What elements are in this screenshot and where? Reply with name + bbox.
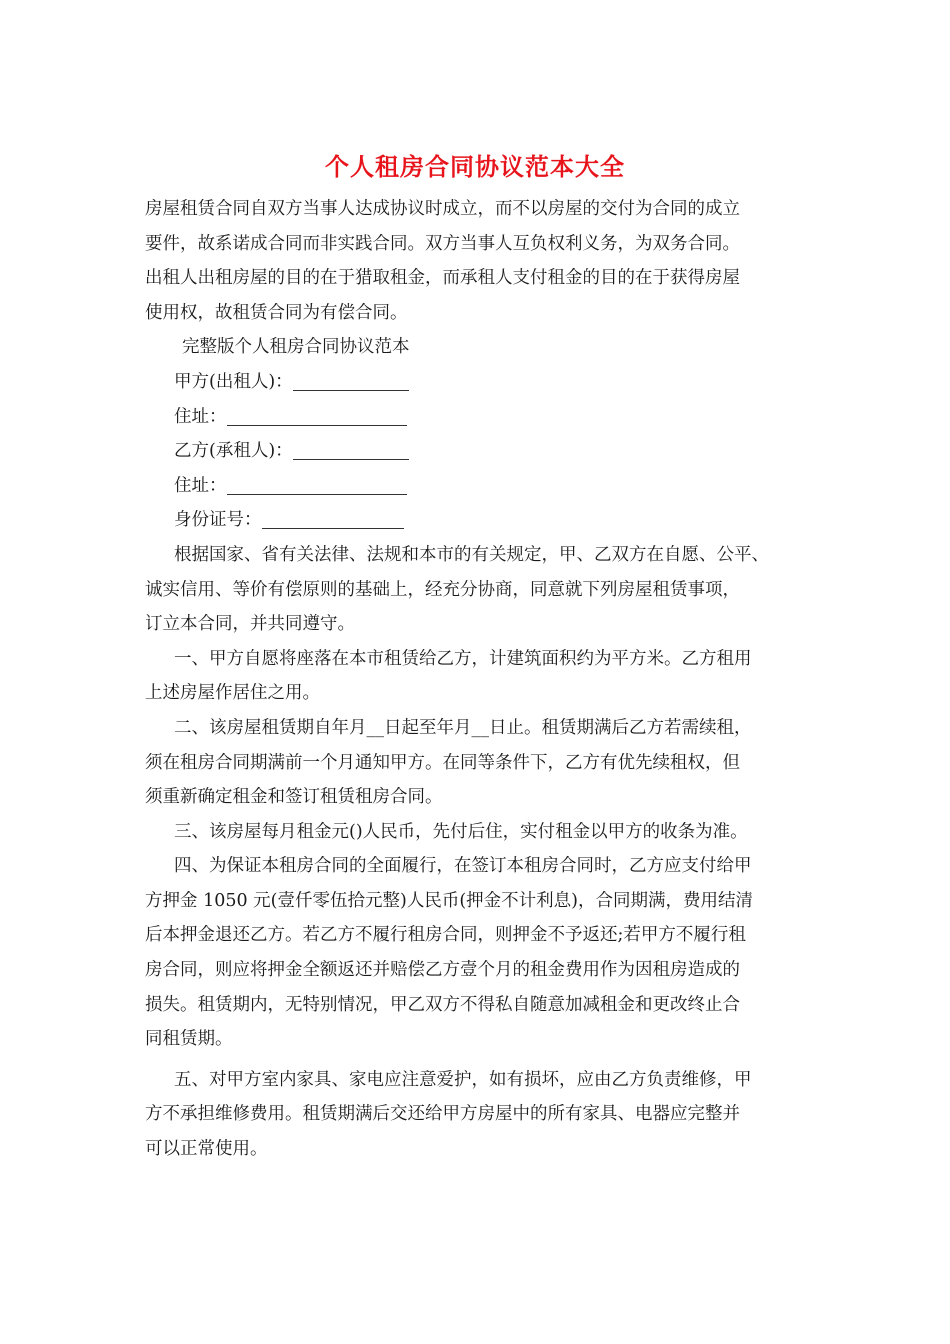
address-b-label: 住址： xyxy=(174,475,227,496)
clause-4-line: 同租赁期。 xyxy=(145,1029,233,1050)
party-a-row xyxy=(145,365,825,400)
id-blank xyxy=(262,510,404,529)
party-b-label: 乙方(承租人)： xyxy=(174,441,293,462)
clause-4-line: 房合同，则应将押金全额返还并赔偿乙方壹个月的租金费用作为因租房造成的 xyxy=(145,960,740,981)
id-row xyxy=(145,503,825,538)
clause-4-line: 后本押金退还乙方。若乙方不履行租房合同，则押金不予返还;若甲方不履行租 xyxy=(145,925,746,946)
party-b-blank xyxy=(293,441,409,460)
document-body xyxy=(145,192,825,1167)
clause-1-line: 一、甲方自愿将座落在本市租赁给乙方，计建筑面积约为平方米。乙方租用 xyxy=(174,648,752,669)
clause-5-line: 五、对甲方室内家具、家电应注意爱护，如有损坏，应由乙方负责维修，甲 xyxy=(174,1069,752,1090)
clause-4-line: 损失。租赁期内，无特别情况，甲乙双方不得私自随意加减租金和更改终止合 xyxy=(145,994,740,1015)
document-title: 个人租房合同协议范本大全 xyxy=(325,152,625,181)
clause-2-line: 须重新确定租金和签订租赁租房合同。 xyxy=(145,787,443,808)
address-a-row xyxy=(145,400,825,435)
preamble-line: 订立本合同，并共同遵守。 xyxy=(145,614,355,635)
preamble-line: 根据国家、省有关法律、法规和本市的有关规定，甲、乙双方在自愿、公平、 xyxy=(174,544,769,565)
address-a-label: 住址： xyxy=(174,406,227,427)
intro-line: 要件，故系诺成合同而非实践合同。双方当事人互负权利义务，为双务合同。 xyxy=(145,233,740,254)
party-a-label: 甲方(出租人)： xyxy=(174,371,293,392)
intro-line: 使用权，故租赁合同为有偿合同。 xyxy=(145,302,408,323)
address-a-blank xyxy=(227,407,407,426)
preamble-line: 诚实信用、等价有偿原则的基础上，经充分协商，同意就下列房屋租赁事项， xyxy=(145,579,740,600)
clause-4-line: 四、为保证本租房合同的全面履行，在签订本租房合同时，乙方应支付给甲 xyxy=(174,856,752,877)
intro-line: 房屋租赁合同自双方当事人达成协议时成立，而不以房屋的交付为合同的成立 xyxy=(145,199,740,219)
clause-4-line: 方押金 1050 元(壹仟零伍拾元整)人民币(押金不计利息)，合同期满，费用结清 xyxy=(145,890,753,911)
clause-2-line: 须在租房合同期满前一个月通知甲方。在同等条件下，乙方有优先续租权，但 xyxy=(145,752,740,773)
clause-5-line: 可以正常使用。 xyxy=(145,1139,268,1160)
clause-3-line: 三、该房屋每月租金元()人民币，先付后住，实付租金以甲方的收条为准。 xyxy=(174,821,748,842)
party-b-row xyxy=(145,434,825,469)
id-label: 身份证号： xyxy=(174,510,262,531)
address-b-row xyxy=(145,469,825,504)
party-a-blank xyxy=(293,372,409,391)
subtitle: 完整版个人租房合同协议范本 xyxy=(182,337,410,358)
intro-line: 出租人出租房屋的目的在于猎取租金，而承租人支付租金的目的在于获得房屋 xyxy=(145,268,740,289)
clause-5-line: 方不承担维修费用。租赁期满后交还给甲方房屋中的所有家具、电器应完整并 xyxy=(145,1104,740,1125)
address-b-blank xyxy=(227,476,407,495)
clause-2-line: 二、该房屋租赁期自年月__日起至年月__日止。租赁期满后乙方若需续租， xyxy=(174,717,752,738)
clause-1-line: 上述房屋作居住之用。 xyxy=(145,683,320,704)
